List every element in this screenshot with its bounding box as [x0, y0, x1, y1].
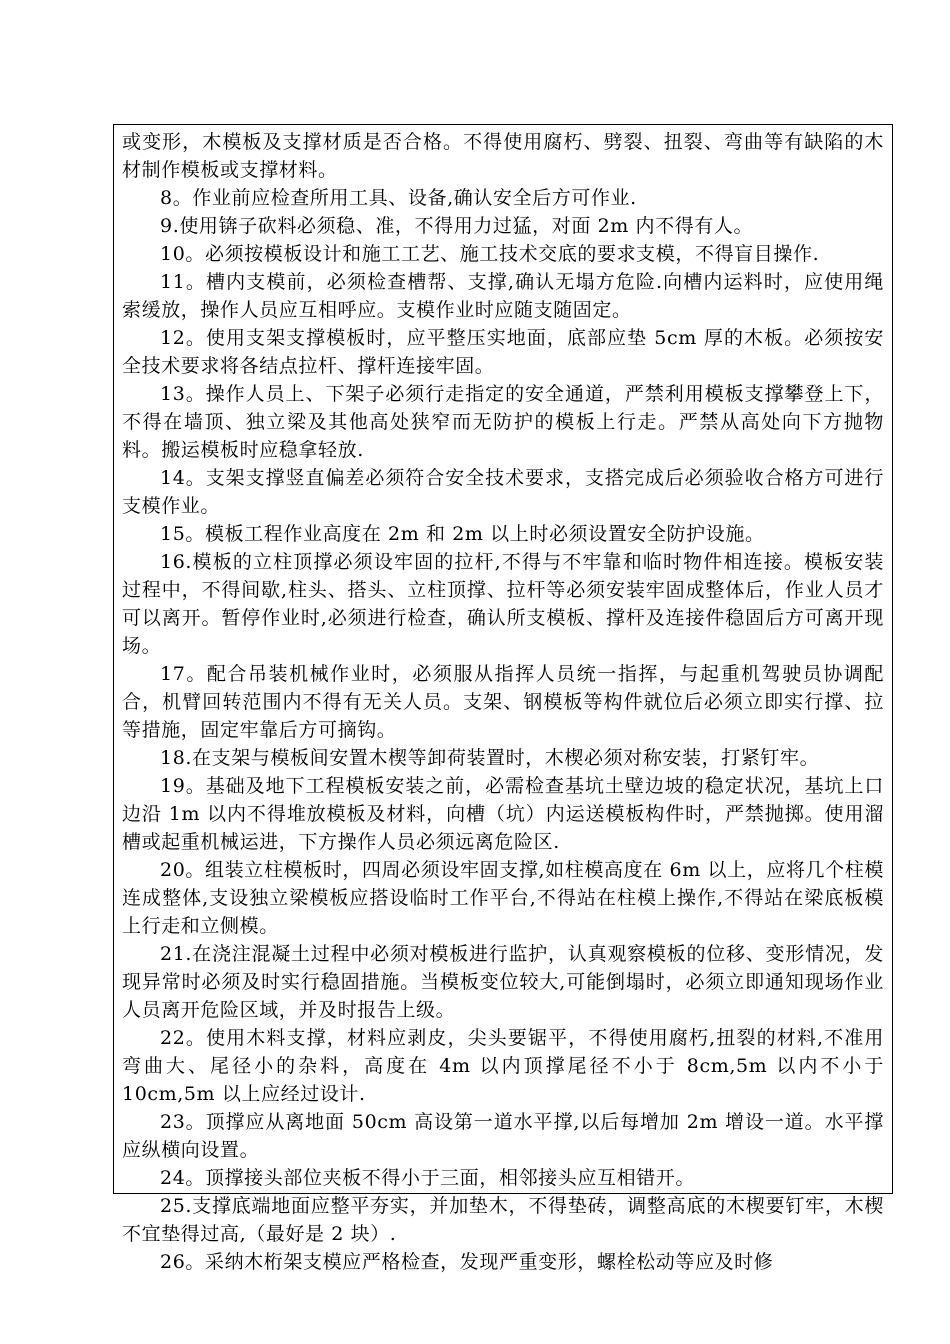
paragraph-item-17: 17。配合吊装机械作业时，必须服从指挥人员统一指挥，与起重机驾驶员协调配合，机臂回转范围内不得有无关人员。支架、钢模板等构件就位后必须立即实行撑、拉等措施，固定牢靠后方可摘钩。 — [122, 663, 884, 741]
paragraph-continued: 或变形，木模板及支撑材质是否合格。不得使用腐朽、劈裂、扭裂、弯曲等有缺陷的木材制作模板或支撑材料。 — [122, 131, 884, 181]
paragraph-item-10: 10。必须按模板设计和施工工艺、施工技术交底的要求支模，不得盲目操作. — [160, 243, 820, 265]
content-box — [113, 124, 893, 1273]
paragraph-item-12: 12。使用支架支撑模板时，应平整压实地面，底部应垫 5cm 厚的木板。必须按安全技术要求将各结点拉杆、撑杆连接牢固。 — [122, 327, 884, 377]
paragraph-item-11: 11。槽内支模前，必须检查槽帮、支撑,确认无塌方危险.向槽内运料时，应使用绳索缓放，操作人员应互相呼应。支模作业时应随支随固定。 — [122, 271, 884, 321]
paragraph-item-26: 26。采纳木桁架支模应严格检查，发现严重变形，螺栓松动等应及时修 — [160, 1251, 774, 1273]
paragraph-item-9: 9.使用锛子砍料必须稳、准，不得用力过猛，对面 2m 内不得有人。 — [160, 215, 754, 237]
paragraph-item-19: 19。基础及地下工程模板安装之前，必需检查基坑土壁边坡的稳定状况，基坑上口边沿 1m 以内不得堆放模板及材料，向槽（坑）内运送模板构件时，严禁抛掷。使用溜槽或起重机械运进，下方操作人员必须远离危险区. — [122, 775, 884, 853]
paragraph-item-25: 25.支撑底端地面应整平夯实，并加垫木，不得垫砖，调整高底的木楔要钉牢，木楔不宜垫得过高,（最好是 2 块）. — [122, 1195, 884, 1245]
paragraph-item-13: 13。操作人员上、下架子必须行走指定的安全通道，严禁利用模板支撑攀登上下，不得在墙顶、独立梁及其他高处狭窄而无防护的模板上行走。严禁从高处向下方抛物料。搬运模板时应稳拿轻放. — [122, 383, 884, 461]
paragraph-item-14: 14。支架支撑竖直偏差必须符合安全技术要求，支搭完成后必须验收合格方可进行支模作业。 — [122, 467, 884, 517]
paragraph-item-20: 20。组装立柱模板时，四周必须设牢固支撑,如柱模高度在 6m 以上，应将几个柱模连成整体,支设独立梁模板应搭设临时工作平台,不得站在柱模上操作,不得站在梁底板模上行走和立侧模。 — [122, 859, 884, 937]
paragraph-item-15: 15。模板工程作业高度在 2m 和 2m 以上时必须设置安全防护设施。 — [160, 523, 765, 545]
paragraph-item-18: 18.在支架与模板间安置木楔等卸荷装置时，木楔必须对称安装，打紧钉牢。 — [160, 747, 820, 769]
paragraph-item-23: 23。顶撑应从离地面 50cm 高设第一道水平撑,以后每增加 2m 增设一道。水平撑应纵横向设置。 — [122, 1111, 884, 1161]
paragraph-item-8: 8。作业前应检查所用工具、设备,确认安全后方可作业. — [160, 187, 637, 209]
paragraph-item-22: 22。使用木料支撑，材料应剥皮，尖头要锯平，不得使用腐朽,扭裂的材料,不准用弯曲大、尾径小的杂料，高度在 4m 以内顶撑尾径不小于 8cm,5m 以内不小于 10cm,5m 以上应经过设计. — [122, 1027, 884, 1105]
paragraph-item-16: 16.模板的立柱顶撑必须设牢固的拉杆,不得与不牢靠和临时物件相连接。模板安装过程中，不得间歇,柱头、搭头、立柱顶撑、拉杆等必须安装牢固成整体后，作业人员才可以离开。暂停作业时,必须进行检查，确认所支模板、撑杆及连接件稳固后方可离开现场。 — [122, 551, 884, 657]
paragraph-item-21: 21.在浇注混凝土过程中必须对模板进行监护，认真观察模板的位移、变形情况，发现异常时必须及时实行稳固措施。当模板变位较大,可能倒塌时，必须立即通知现场作业人员离开危险区域，并及时报告上级。 — [122, 943, 884, 1021]
paragraph-item-24: 24。顶撑接头部位夹板不得小于三面，相邻接头应互相错开。 — [160, 1167, 695, 1189]
